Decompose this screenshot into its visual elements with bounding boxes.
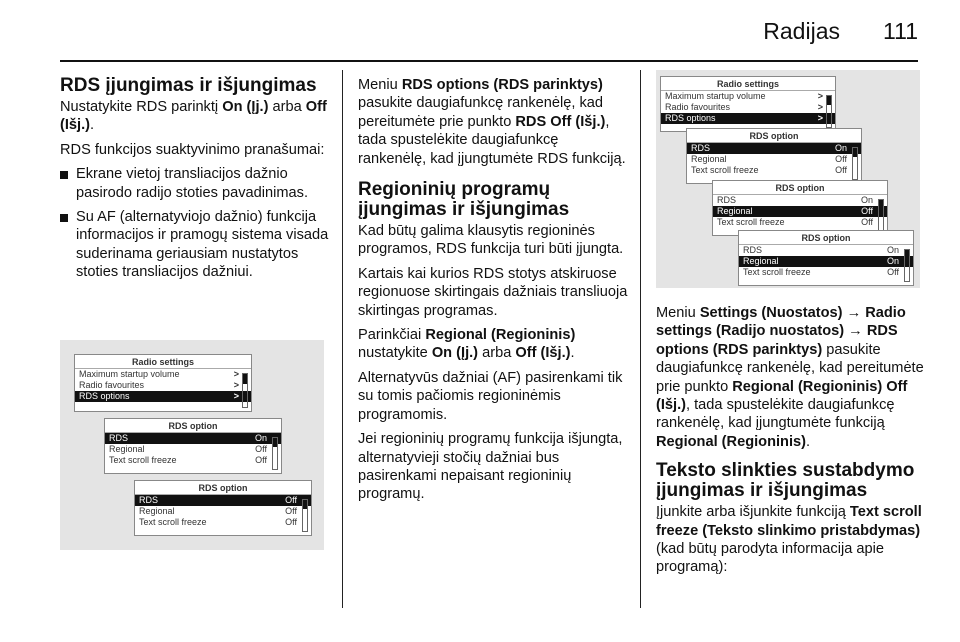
rds-option-screen [686, 128, 862, 184]
screen-title: RDS option [713, 181, 887, 195]
section-heading: RDS įjungimas ir išjungimas [60, 75, 317, 96]
menu-row: RDS On [105, 433, 281, 444]
column-3 [656, 304, 924, 583]
paragraph: Alternatyvūs dažniai (AF) pasirenkami tik su tomis pačiomis regioninėmis programomis. [358, 369, 623, 423]
scrollbar [242, 373, 248, 408]
scrollbar [302, 499, 308, 532]
menu-row: Regional Off [713, 206, 887, 217]
menu-row: Text scroll freeze Off [691, 165, 847, 175]
list-item: Su AF (alternatyviojo dažnio) funkcija informacijos ir pramogų sistema visada suderinama geriausiam nustatytos stoties transliacijos dažniui. [60, 208, 332, 282]
menu-row: Regional Off [109, 444, 267, 454]
regional-illustration [656, 70, 920, 288]
scrollbar [826, 95, 832, 128]
paragraph: Jei regioninių programų funkcija išjungta, alternatyvieji stočių dažniai bus pasirenkami nepaisant regioninių programų. [358, 431, 623, 503]
paragraph: RDS funkcijos suaktyvinimo pranašumai: [60, 141, 325, 158]
screen-title: Radio settings [75, 355, 251, 369]
chevron-right-icon: > [817, 113, 823, 123]
paragraph: Įjunkite arba išjunkite funkciją Text scroll freeze (Teksto slinkimo pristabdymas) (kad būtų parodyta informacija apie programą): [656, 504, 922, 576]
chevron-right-icon: > [817, 91, 823, 101]
bullet-icon [60, 171, 68, 179]
menu-row: RDS Off [135, 495, 311, 506]
scrollbar [852, 147, 858, 180]
screen-title: RDS option [687, 129, 861, 143]
section-heading: Teksto slinkties sustabdymo įjungimas ir išjungimas [656, 460, 915, 502]
section-heading: Regioninių programų įjungimas ir išjungimas [358, 179, 570, 221]
menu-row: Regional Off [691, 154, 847, 164]
column-2 [358, 76, 630, 510]
chevron-right-icon: > [817, 102, 823, 112]
header-rule [60, 60, 918, 62]
menu-row: RDS On [743, 245, 899, 255]
menu-row: Maximum startup volume > [79, 369, 239, 379]
paragraph: Nustatykite RDS parinktį On (Įj.) arba Off (Išj.). [60, 99, 327, 134]
page-header [0, 18, 960, 48]
chevron-right-icon: > [233, 369, 239, 379]
screen-title: RDS option [739, 231, 913, 245]
menu-row: Radio favourites > [665, 102, 823, 112]
screen-title: RDS option [105, 419, 281, 433]
rds-illustration [60, 340, 324, 550]
list-item: Ekrane vietoj transliacijos dažnio pasirodo radijo stoties pavadinimas. [60, 165, 332, 202]
scrollbar [272, 437, 278, 470]
column-1 [60, 76, 332, 290]
menu-row: Text scroll freeze Off [717, 217, 873, 227]
radio-settings-screen [660, 76, 836, 132]
menu-row: RDS On [687, 143, 861, 154]
rds-option-screen [738, 230, 914, 286]
chapter-title: Radijas [763, 18, 840, 44]
page-number: 111 [883, 18, 918, 44]
paragraph: Kartais kai kurios RDS stotys atskiruose regionuose skirtingais dažniais transliuoja skirtingas programas. [358, 265, 628, 319]
rds-option-screen [712, 180, 888, 236]
bullet-list [60, 165, 332, 281]
screen-title: Radio settings [661, 77, 835, 91]
column-divider [342, 70, 343, 608]
screen-title: RDS option [135, 481, 311, 495]
radio-settings-screen [74, 354, 252, 412]
paragraph: Kad būtų galima klausytis regioninės programos, RDS funkcija turi būti įjungta. [358, 223, 624, 258]
menu-row: RDS options > [75, 391, 251, 402]
column-divider [640, 70, 641, 608]
menu-row: Radio favourites > [79, 380, 239, 390]
bullet-icon [60, 214, 68, 222]
scrollbar [878, 199, 884, 232]
chevron-right-icon: > [233, 391, 239, 401]
menu-row: Regional On [739, 256, 913, 267]
menu-row: Regional Off [139, 506, 297, 516]
chevron-right-icon: > [233, 380, 239, 390]
menu-row: Text scroll freeze Off [743, 267, 899, 277]
menu-row: RDS On [717, 195, 873, 205]
rds-option-screen [104, 418, 282, 474]
rds-option-screen [134, 480, 312, 536]
paragraph: Meniu RDS options (RDS parinktys) pasukite daugiafunkcę rankenėlę, kad pereitumėte prie punkto RDS Off (Išj.), tada spustelėkite daugiafunkcę rankenėlę, kad įjungtumėte RDS funkciją. [358, 77, 626, 167]
scrollbar [904, 249, 910, 282]
paragraph: Meniu Settings (Nuostatos) → Radio settings (Radijo nuostatos) → RDS options (RDS parinktys) pasukite daugiafunkcę rankenėlę, kad pereitumėte prie punkto Regional (Regioninis) Off (Išj.), tada spustelėkite daugiafunkcę rankenėlę, kad įjungtumėte funkciją Regional (Regioninis). [656, 305, 924, 450]
paragraph: Parinkčiai Regional (Regioninis) nustatykite On (Įj.) arba Off (Išj.). [358, 327, 576, 362]
menu-row: Maximum startup volume > [665, 91, 823, 101]
menu-row: RDS options > [661, 113, 835, 124]
menu-row: Text scroll freeze Off [109, 455, 267, 465]
menu-row: Text scroll freeze Off [139, 517, 297, 527]
